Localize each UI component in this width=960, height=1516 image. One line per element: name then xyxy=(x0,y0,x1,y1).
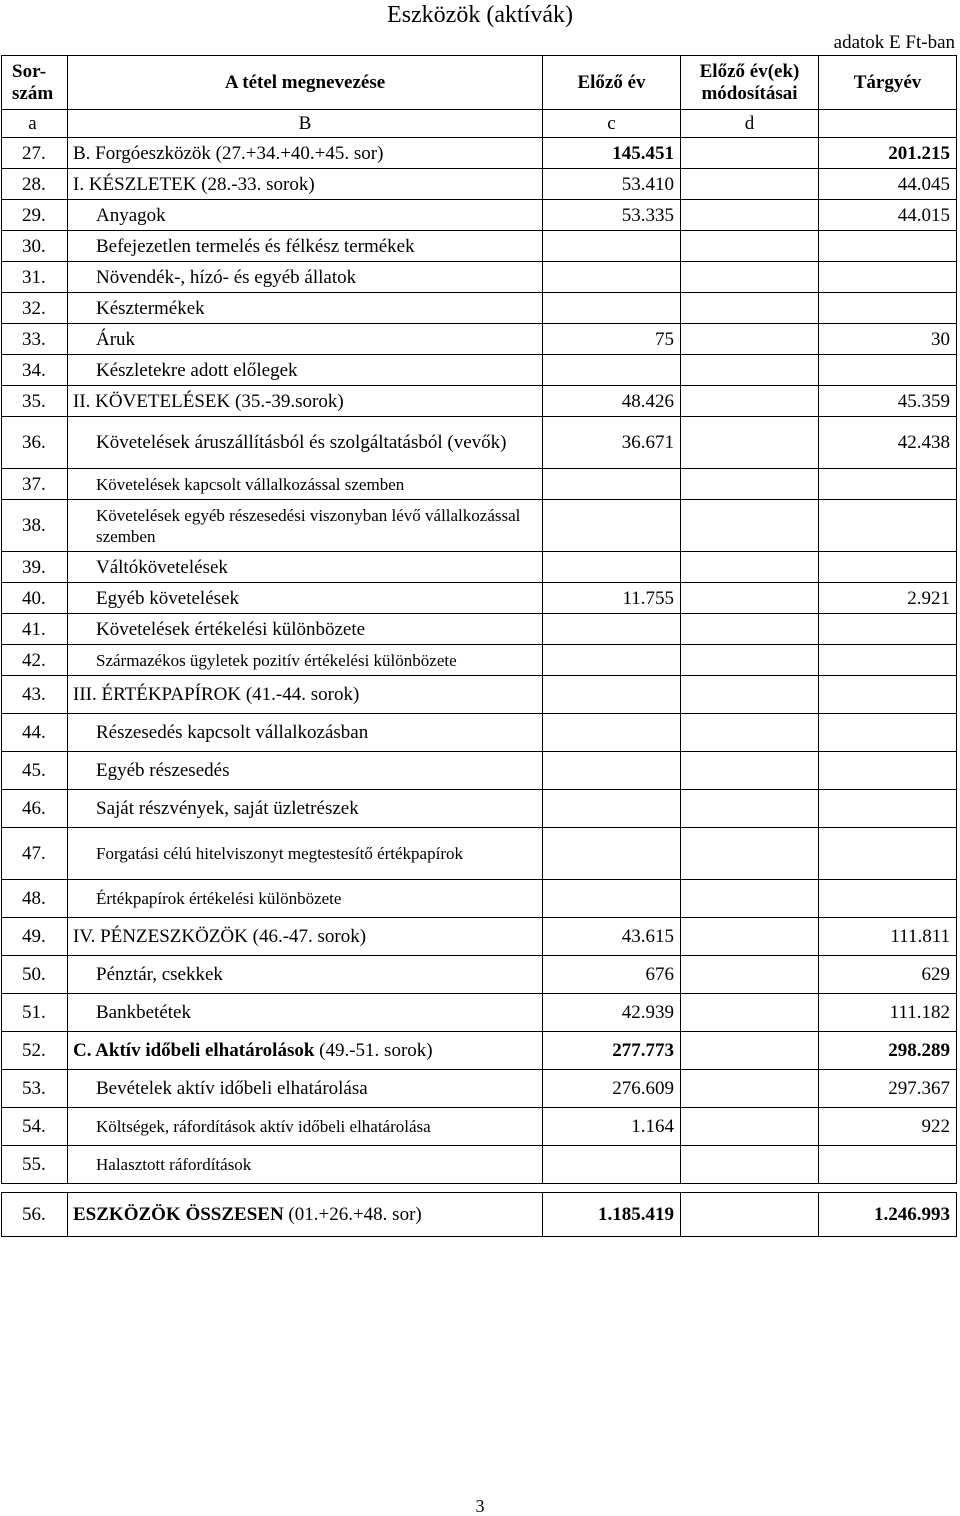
value-curr: 111.811 xyxy=(819,918,957,956)
value-mod xyxy=(681,469,819,500)
value-prev xyxy=(543,293,681,324)
table-row xyxy=(2,676,957,714)
value-mod xyxy=(681,752,819,790)
row-number: 32. xyxy=(2,293,68,324)
row-number: 28. xyxy=(2,169,68,200)
value-curr: 629 xyxy=(819,956,957,994)
value-prev: 676 xyxy=(543,956,681,994)
value-prev: 43.615 xyxy=(543,918,681,956)
value-prev: 53.335 xyxy=(543,200,681,231)
row-name: I. KÉSZLETEK (28.-33. sorok) xyxy=(68,169,543,200)
value-curr: 2.921 xyxy=(819,583,957,614)
value-mod xyxy=(681,956,819,994)
value-curr xyxy=(819,614,957,645)
value-curr xyxy=(819,469,957,500)
total-mod xyxy=(681,1193,819,1237)
table-row xyxy=(2,1032,957,1070)
value-mod xyxy=(681,324,819,355)
value-prev xyxy=(543,790,681,828)
table-row xyxy=(2,1146,957,1184)
gap-cell xyxy=(819,1184,957,1193)
value-curr: 297.367 xyxy=(819,1070,957,1108)
row-name: Váltókövetelések xyxy=(68,552,543,583)
row-number: 50. xyxy=(2,956,68,994)
table-row xyxy=(2,231,957,262)
gap-cell xyxy=(68,1184,543,1193)
page-number: 3 xyxy=(475,1496,485,1516)
row-number: 37. xyxy=(2,469,68,500)
row-number: 54. xyxy=(2,1108,68,1146)
row-name: Egyéb követelések xyxy=(68,583,543,614)
row-number: 56. xyxy=(2,1193,68,1237)
gap-row xyxy=(2,1184,957,1193)
value-mod xyxy=(681,676,819,714)
row-number: 33. xyxy=(2,324,68,355)
value-curr xyxy=(819,676,957,714)
letter-mod: d xyxy=(681,110,819,138)
value-mod xyxy=(681,614,819,645)
row-name: Részesedés kapcsolt vállalkozásban xyxy=(68,714,543,752)
row-number: 43. xyxy=(2,676,68,714)
value-prev xyxy=(543,752,681,790)
row-number: 55. xyxy=(2,1146,68,1184)
table-row xyxy=(2,500,957,552)
gap-cell xyxy=(681,1184,819,1193)
value-mod xyxy=(681,828,819,880)
table-row xyxy=(2,469,957,500)
value-mod xyxy=(681,790,819,828)
row-number: 48. xyxy=(2,880,68,918)
header-prev: Előző év xyxy=(543,56,681,110)
value-prev: 145.451 xyxy=(543,138,681,169)
value-prev xyxy=(543,1146,681,1184)
row-number: 47. xyxy=(2,828,68,880)
row-name: Késztermékek xyxy=(68,293,543,324)
value-prev: 42.939 xyxy=(543,994,681,1032)
table-row xyxy=(2,645,957,676)
row-name: Követelések kapcsolt vállalkozással szemben xyxy=(68,469,543,500)
value-curr xyxy=(819,790,957,828)
row-name: Pénztár, csekkek xyxy=(68,956,543,994)
row-name: Áruk xyxy=(68,324,543,355)
value-prev xyxy=(543,676,681,714)
total-curr: 1.246.993 xyxy=(819,1193,957,1237)
row-number: 36. xyxy=(2,417,68,469)
row-name: III. ÉRTÉKPAPÍROK (41.-44. sorok) xyxy=(68,676,543,714)
row-number: 30. xyxy=(2,231,68,262)
value-mod xyxy=(681,552,819,583)
value-curr: 30 xyxy=(819,324,957,355)
value-curr xyxy=(819,1146,957,1184)
letter-num: a xyxy=(2,110,68,138)
value-prev xyxy=(543,714,681,752)
letter-curr xyxy=(819,110,957,138)
table-row xyxy=(2,324,957,355)
total-row xyxy=(2,1193,957,1237)
value-curr: 201.215 xyxy=(819,138,957,169)
row-name: Származékos ügyletek pozitív értékelési különbözete xyxy=(68,645,543,676)
table-row xyxy=(2,386,957,417)
value-curr xyxy=(819,752,957,790)
table-row xyxy=(2,1070,957,1108)
value-prev xyxy=(543,645,681,676)
row-name: Forgatási célú hitelviszonyt megtestesítő értékpapírok xyxy=(68,828,543,880)
value-curr xyxy=(819,828,957,880)
row-name: Követelések egyéb részesedési viszonyban lévő vállalkozással szemben xyxy=(68,500,543,552)
table-row xyxy=(2,1108,957,1146)
table-row xyxy=(2,293,957,324)
value-curr: 111.182 xyxy=(819,994,957,1032)
value-prev xyxy=(543,469,681,500)
value-curr xyxy=(819,645,957,676)
row-number: 41. xyxy=(2,614,68,645)
table-row xyxy=(2,994,957,1032)
value-prev xyxy=(543,828,681,880)
value-curr: 42.438 xyxy=(819,417,957,469)
value-curr xyxy=(819,355,957,386)
value-mod xyxy=(681,293,819,324)
table-row xyxy=(2,417,957,469)
row-name: Költségek, ráfordítások aktív időbeli elhatárolása xyxy=(68,1108,543,1146)
value-curr xyxy=(819,231,957,262)
table-row xyxy=(2,752,957,790)
row-number: 40. xyxy=(2,583,68,614)
value-prev xyxy=(543,880,681,918)
row-number: 53. xyxy=(2,1070,68,1108)
table-row xyxy=(2,583,957,614)
value-mod xyxy=(681,231,819,262)
table-row xyxy=(2,918,957,956)
value-mod xyxy=(681,500,819,552)
value-curr xyxy=(819,552,957,583)
table-row xyxy=(2,790,957,828)
row-name: Értékpapírok értékelési különbözete xyxy=(68,880,543,918)
row-name: B. Forgóeszközök (27.+34.+40.+45. sor) xyxy=(68,138,543,169)
gap-cell xyxy=(543,1184,681,1193)
header-name: A tétel megnevezése xyxy=(68,56,543,110)
value-prev xyxy=(543,231,681,262)
value-prev: 276.609 xyxy=(543,1070,681,1108)
unit-note: adatok E Ft-ban xyxy=(833,32,955,53)
letter-prev: c xyxy=(543,110,681,138)
value-mod xyxy=(681,169,819,200)
value-mod xyxy=(681,994,819,1032)
total-name-rest: (01.+26.+48. sor) xyxy=(283,1204,422,1225)
row-number: 44. xyxy=(2,714,68,752)
header-num: Sor- szám xyxy=(2,56,68,110)
table-row xyxy=(2,828,957,880)
header-curr: Tárgyév xyxy=(819,56,957,110)
value-curr xyxy=(819,880,957,918)
table-row xyxy=(2,262,957,293)
value-prev: 11.755 xyxy=(543,583,681,614)
value-curr xyxy=(819,293,957,324)
row-number: 38. xyxy=(2,500,68,552)
row-number: 49. xyxy=(2,918,68,956)
row-name: Növendék-, hízó- és egyéb állatok xyxy=(68,262,543,293)
value-mod xyxy=(681,1070,819,1108)
value-curr: 44.045 xyxy=(819,169,957,200)
value-curr: 298.289 xyxy=(819,1032,957,1070)
row-number: 39. xyxy=(2,552,68,583)
table-row xyxy=(2,138,957,169)
value-prev xyxy=(543,262,681,293)
row-name: Követelések áruszállításból és szolgáltatásból (vevők) xyxy=(68,417,543,469)
row-name: Követelések értékelési különbözete xyxy=(68,614,543,645)
table-row xyxy=(2,714,957,752)
row-name: Befejezetlen termelés és félkész termékek xyxy=(68,231,543,262)
value-prev xyxy=(543,355,681,386)
total-name xyxy=(68,1193,543,1237)
table-row xyxy=(2,169,957,200)
row-name: Bevételek aktív időbeli elhatárolása xyxy=(68,1070,543,1108)
letter-row xyxy=(2,110,957,138)
value-mod xyxy=(681,583,819,614)
row-number: 35. xyxy=(2,386,68,417)
value-prev: 75 xyxy=(543,324,681,355)
table-row xyxy=(2,200,957,231)
row-name: II. KÖVETELÉSEK (35.-39.sorok) xyxy=(68,386,543,417)
row-name: Saját részvények, saját üzletrészek xyxy=(68,790,543,828)
row-number: 52. xyxy=(2,1032,68,1070)
table-row xyxy=(2,614,957,645)
value-mod xyxy=(681,417,819,469)
gap-cell xyxy=(2,1184,68,1193)
value-mod xyxy=(681,138,819,169)
row-number: 31. xyxy=(2,262,68,293)
table-row xyxy=(2,880,957,918)
table-row xyxy=(2,355,957,386)
value-prev xyxy=(543,614,681,645)
row-number: 42. xyxy=(2,645,68,676)
assets-table xyxy=(1,55,957,1237)
row-number: 29. xyxy=(2,200,68,231)
row-name: IV. PÉNZESZKÖZÖK (46.-47. sorok) xyxy=(68,918,543,956)
header-mod: Előző év(ek) módosításai xyxy=(681,56,819,110)
value-mod xyxy=(681,386,819,417)
letter-name: B xyxy=(68,110,543,138)
row-number: 27. xyxy=(2,138,68,169)
row-number: 46. xyxy=(2,790,68,828)
header-row xyxy=(2,56,957,110)
row-number: 34. xyxy=(2,355,68,386)
value-prev: 1.164 xyxy=(543,1108,681,1146)
value-mod xyxy=(681,1032,819,1070)
row-name: Halasztott ráfordítások xyxy=(68,1146,543,1184)
value-mod xyxy=(681,200,819,231)
row-name: C. Aktív időbeli elhatárolások (49.-51. sorok) xyxy=(68,1032,543,1070)
row-name: Készletekre adott előlegek xyxy=(68,355,543,386)
table-row xyxy=(2,552,957,583)
row-name: Bankbetétek xyxy=(68,994,543,1032)
value-prev: 48.426 xyxy=(543,386,681,417)
value-prev: 36.671 xyxy=(543,417,681,469)
table-row xyxy=(2,956,957,994)
value-mod xyxy=(681,1108,819,1146)
value-curr: 44.015 xyxy=(819,200,957,231)
value-curr xyxy=(819,500,957,552)
value-curr xyxy=(819,262,957,293)
total-name-bold: ESZKÖZÖK ÖSSZESEN xyxy=(73,1204,284,1225)
value-mod xyxy=(681,1146,819,1184)
value-prev: 53.410 xyxy=(543,169,681,200)
value-mod xyxy=(681,714,819,752)
value-prev xyxy=(543,500,681,552)
row-name: Anyagok xyxy=(68,200,543,231)
row-name: Egyéb részesedés xyxy=(68,752,543,790)
value-mod xyxy=(681,880,819,918)
value-mod xyxy=(681,262,819,293)
value-curr: 45.359 xyxy=(819,386,957,417)
value-mod xyxy=(681,645,819,676)
value-prev: 277.773 xyxy=(543,1032,681,1070)
row-number: 51. xyxy=(2,994,68,1032)
value-curr: 922 xyxy=(819,1108,957,1146)
value-curr xyxy=(819,714,957,752)
value-mod xyxy=(681,918,819,956)
value-prev xyxy=(543,552,681,583)
page-title: Eszközök (aktívák) xyxy=(387,2,573,28)
value-mod xyxy=(681,355,819,386)
row-number: 45. xyxy=(2,752,68,790)
total-prev: 1.185.419 xyxy=(543,1193,681,1237)
